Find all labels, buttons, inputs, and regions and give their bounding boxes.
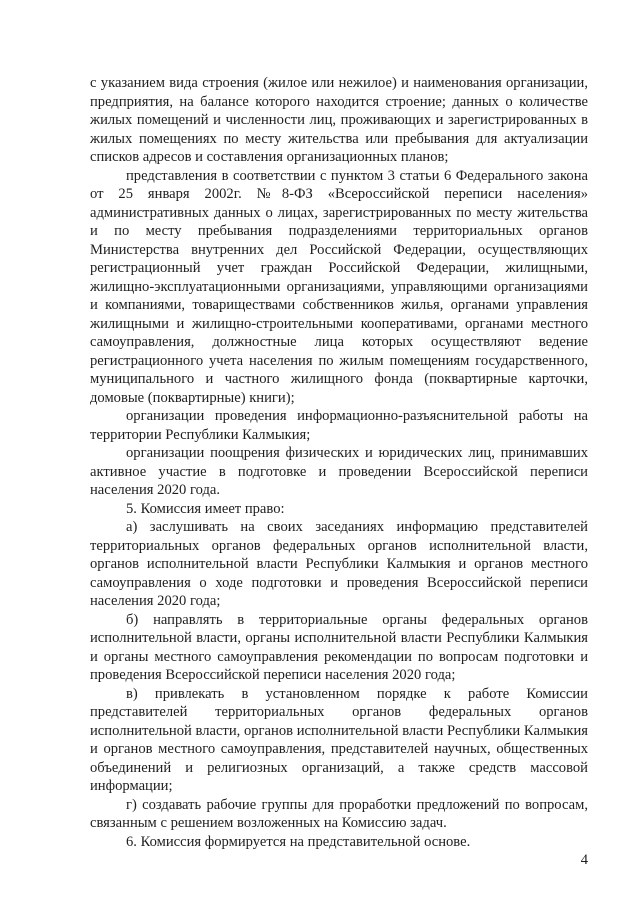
document-body [90,74,588,851]
page-number: 4 [580,852,588,868]
paragraph-information-work: организации проведения информационно-разъяснительной работы на территории Республики Калмыкия; [90,408,588,443]
list-item-c: в) привлекать в установленном порядке к работе Комиссии представителей территориальных органов федеральных органов исполнительной власти, органов исполнительной власти Республики Калмыкия и органов местного самоуправления, представителей научных, общественных объединений и религиозных организаций, а также средств массовой информации; [90,685,588,794]
list-item-b: б) направлять в территориальные органы федеральных органов исполнительной власти, органы исполнительной власти Республики Калмыкия и органы местного самоуправления рекомендации по вопросам подготовки и проведения Всероссийской переписи населения 2020 года; [90,611,588,683]
paragraph-administrative-data: представления в соответствии с пунктом 3 статьи 6 Федерального закона от 25 января 2002г. №8-ФЗ «Всероссийской переписи населения» административных данных о лицах, зарегистрированных по месту жительства и по месту пребывания подразделениями территориальных органов Министерства внутренних дел Российской Федерации, осуществляющих регистрационный учет граждан Российской Федерации, жилищными, жилищно-эксплуатационными организациями, управляющими организациями и компаниями, товариществами собственников жилья, органами управления жилищными и жилищно-строительными кооперативами, органами местного самоуправления, должностные лица которых осуществляют ведение регистрационного учета населения по жилым помещениям государственного, муниципального и частного жилищного фонда (поквартирные карточки, домовые (поквартирные) книги); [90,167,588,406]
paragraph-encouragement: организации поощрения физических и юридических лиц, принимавших активное участие в подготовке и проведении Всероссийской переписи населения 2020 года. [90,445,588,498]
section-commission-formation: 6. Комиссия формируется на представительной основе. [126,833,471,850]
list-item-a: а) заслушивать на своих заседаниях информацию представителей территориальных органов федеральных органов исполнительной власти, органов исполнительной власти Республики Калмыкия и органов местного самоуправления о ходе подготовки и проведения Всероссийской переписи населения 2020 года; [90,519,588,609]
paragraph-continuation: с указанием вида строения (жилое или нежилое) и наименования организации, предприятия, на балансе которого находится строение; данных о количестве жилых помещений и численности лиц, проживающих и зарегистрированных в жилых помещениях по месту жительства или пребывания для актуализации списков адресов и составления организационных планов; [90,75,588,165]
section-heading-commission-rights: 5. Комиссия имеет право: [126,500,285,517]
list-item-d: г) создавать рабочие группы для проработки предложений по вопросам, связанным с решением возложенных на Комиссию задач. [90,796,588,831]
